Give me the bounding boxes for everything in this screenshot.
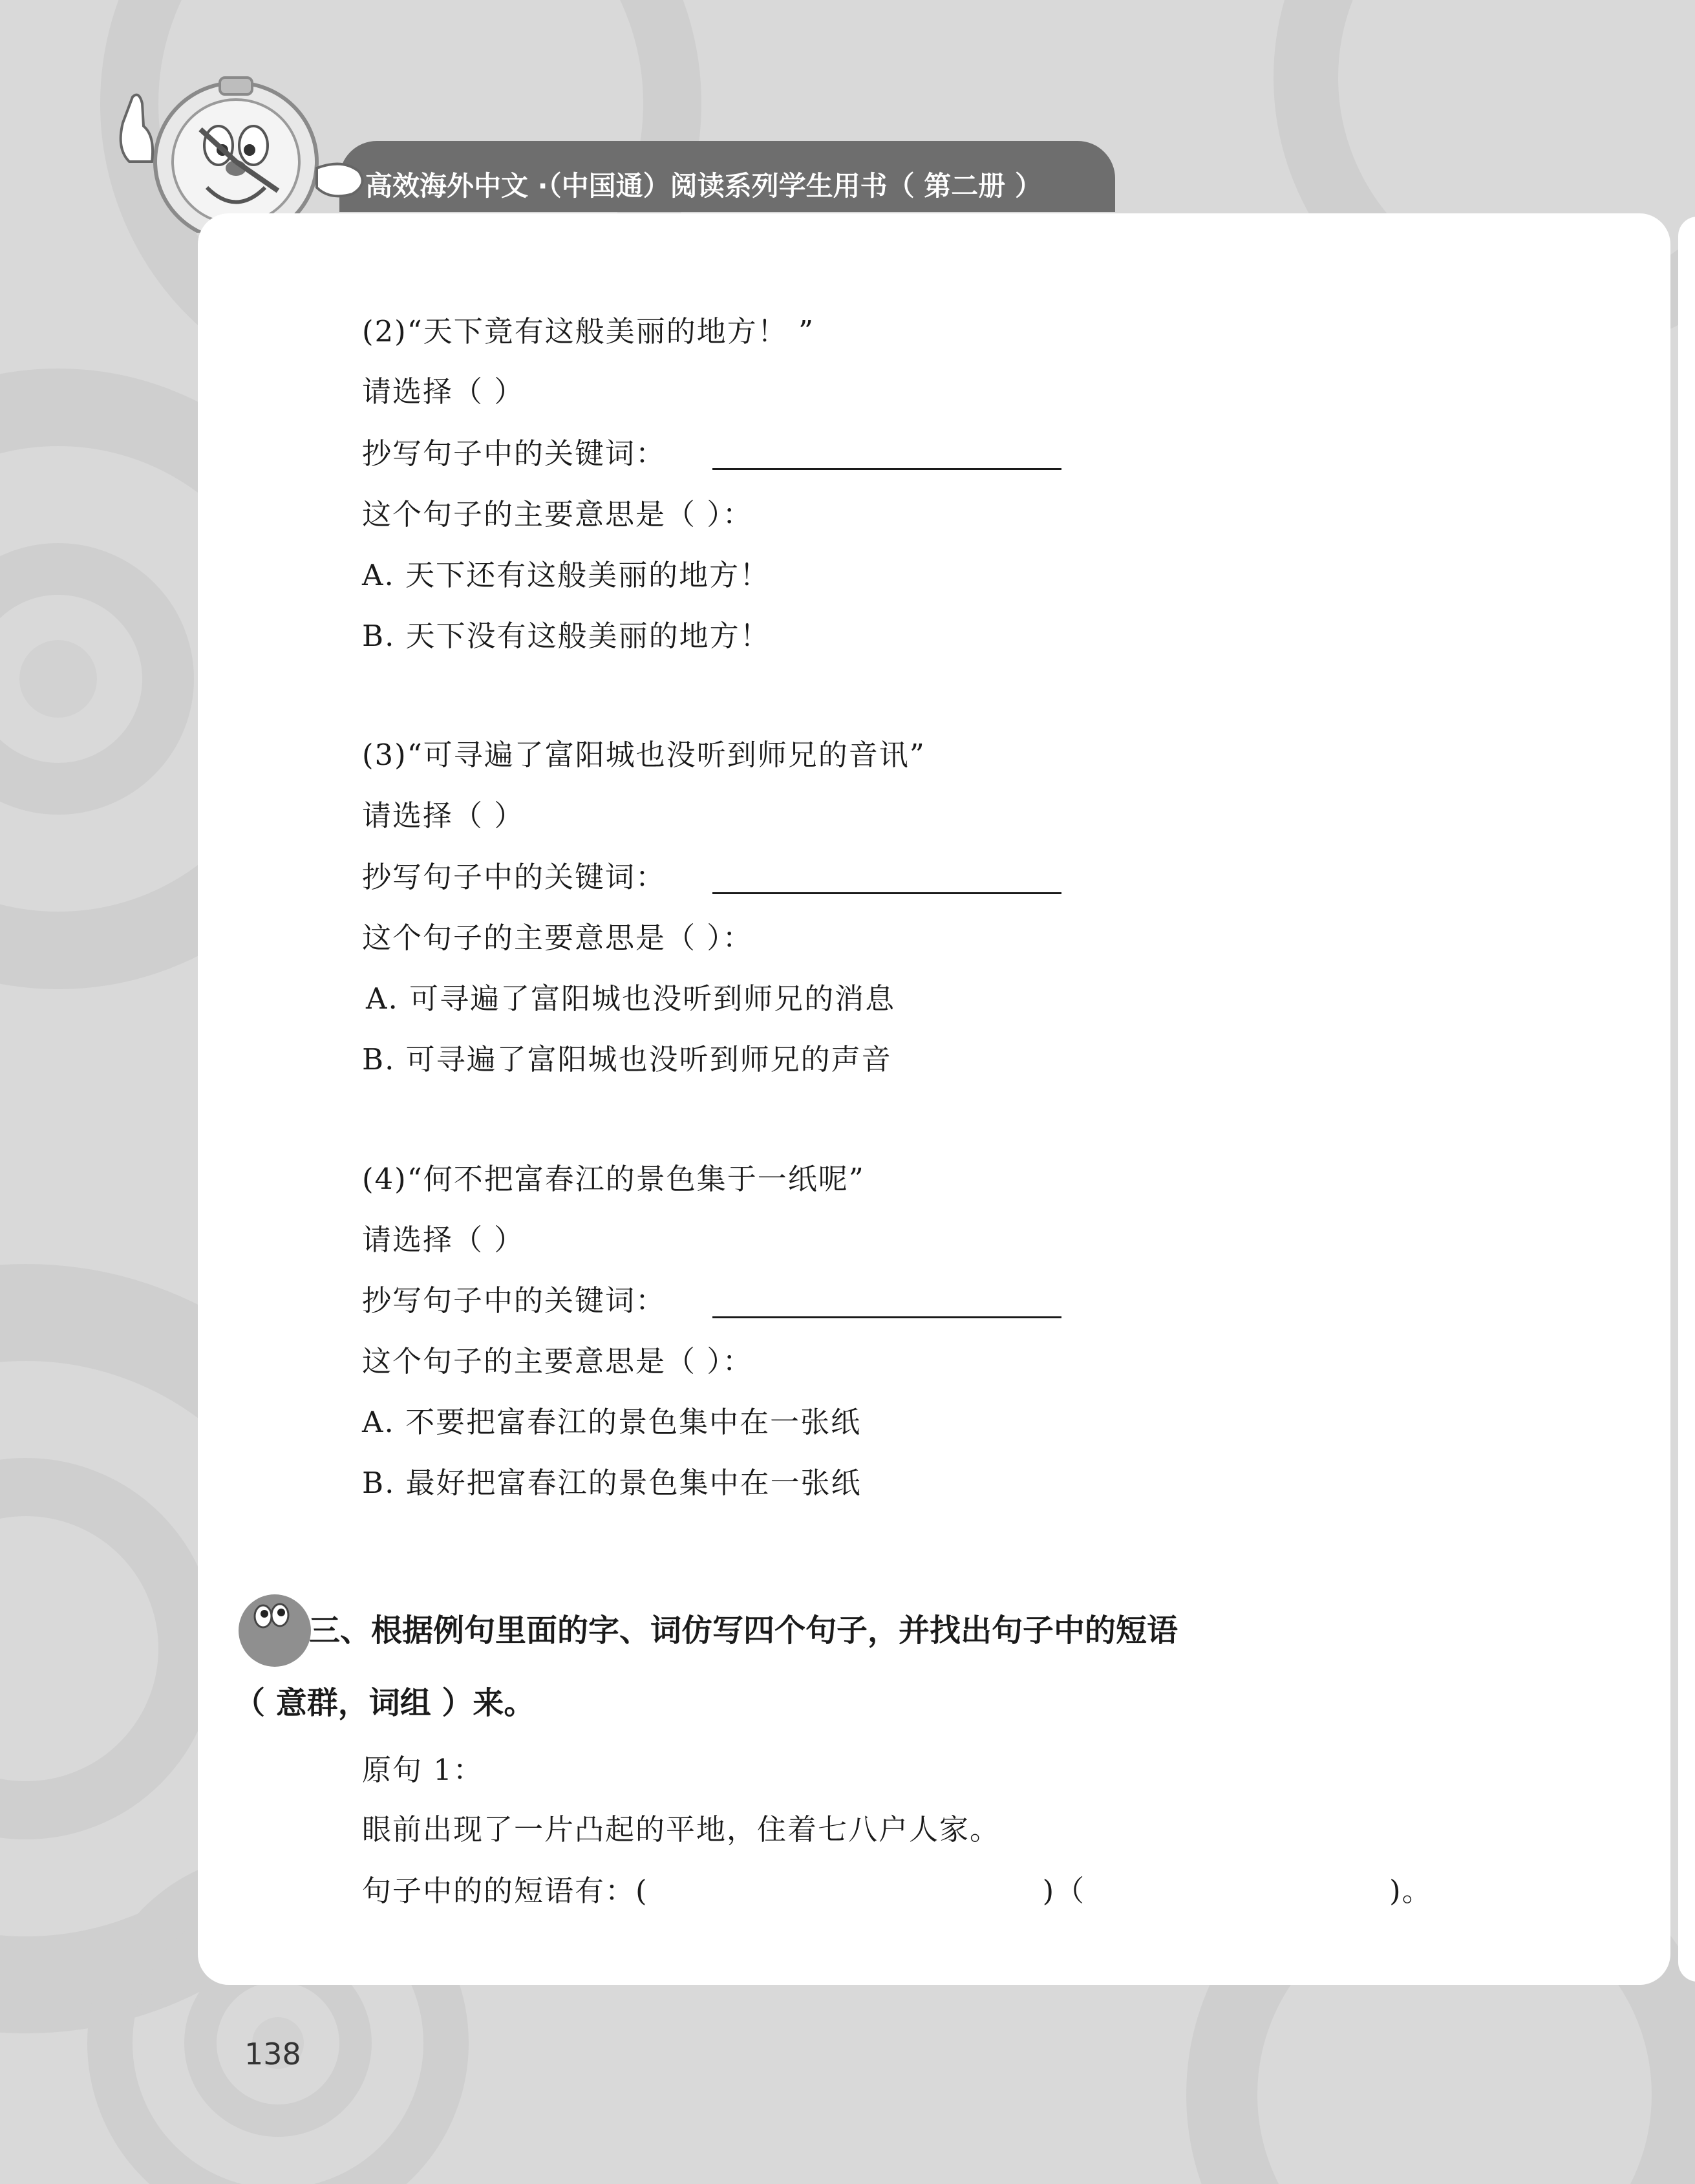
question-4-choose: 请选择（ ） [362,1223,525,1257]
question-2-keyword-blank[interactable] [712,468,1061,470]
question-2-option-a: A. 天下还有这般美丽的地方！ [362,558,771,592]
question-3-option-a: A. 可寻遍了富阳城也没听到师兄的消息 [366,981,896,1016]
question-4-option-a: A. 不要把富春江的景色集中在一张纸 [362,1405,862,1439]
phrases-line [362,1872,1433,1911]
question-4-keyword-blank[interactable] [712,1316,1061,1318]
phrases-label: 句子中的的短语有：( [362,1874,648,1908]
question-3-option-b: B. 可寻遍了富阳城也没听到师兄的声音 [362,1042,892,1076]
page-number: 138 [244,2037,301,2072]
question-4-meaning: 这个句子的主要意思是（ ）： [362,1344,753,1378]
clock-mascot-icon [103,71,375,233]
phrases-end: )。 [1389,1874,1433,1908]
question-2-option-b: B. 天下没有这般美丽的地方！ [362,619,771,653]
question-3-keyword-blank[interactable] [712,892,1061,894]
question-2-choose: 请选择（ ） [362,374,525,409]
original-sentence-label: 原句 1： [362,1753,484,1787]
question-4-option-b: B. 最好把富春江的景色集中在一张纸 [362,1466,862,1500]
original-sentence: 眼前出现了一片凸起的平地，住着七八户人家。 [362,1812,1001,1847]
question-2-prompt: (2)“天下竟有这般美丽的地方！ ” [362,314,815,348]
question-2-keyword-label: 抄写句子中的关键词： [362,436,666,471]
question-4-keyword-label: 抄写句子中的关键词： [362,1283,666,1318]
question-3-keyword-label: 抄写句子中的关键词： [362,860,666,894]
question-4-prompt: (4)“何不把富春江的景色集于一纸呢” [362,1162,865,1196]
question-3-meaning: 这个句子的主要意思是（ ）： [362,921,753,955]
phrases-mid: )（ [1042,1874,1086,1908]
face-bubble-icon [236,1592,314,1669]
header-title: 高效海外中文 ·（中国通）阅读系列学生用书（ 第二册 ） [365,170,1042,202]
question-2-meaning: 这个句子的主要意思是（ ）： [362,497,753,531]
section-3-heading-line2: （ 意群，词组 ）来。 [234,1685,535,1721]
section-3-heading-line1: 三、根据例句里面的字、词仿写四个句子，并找出句子中的短语 [309,1612,1178,1649]
question-3-choose: 请选择（ ） [362,798,525,833]
next-page-edge [1678,217,1695,1982]
question-3-prompt: (3)“可寻遍了富阳城也没听到师兄的音讯” [362,738,926,772]
